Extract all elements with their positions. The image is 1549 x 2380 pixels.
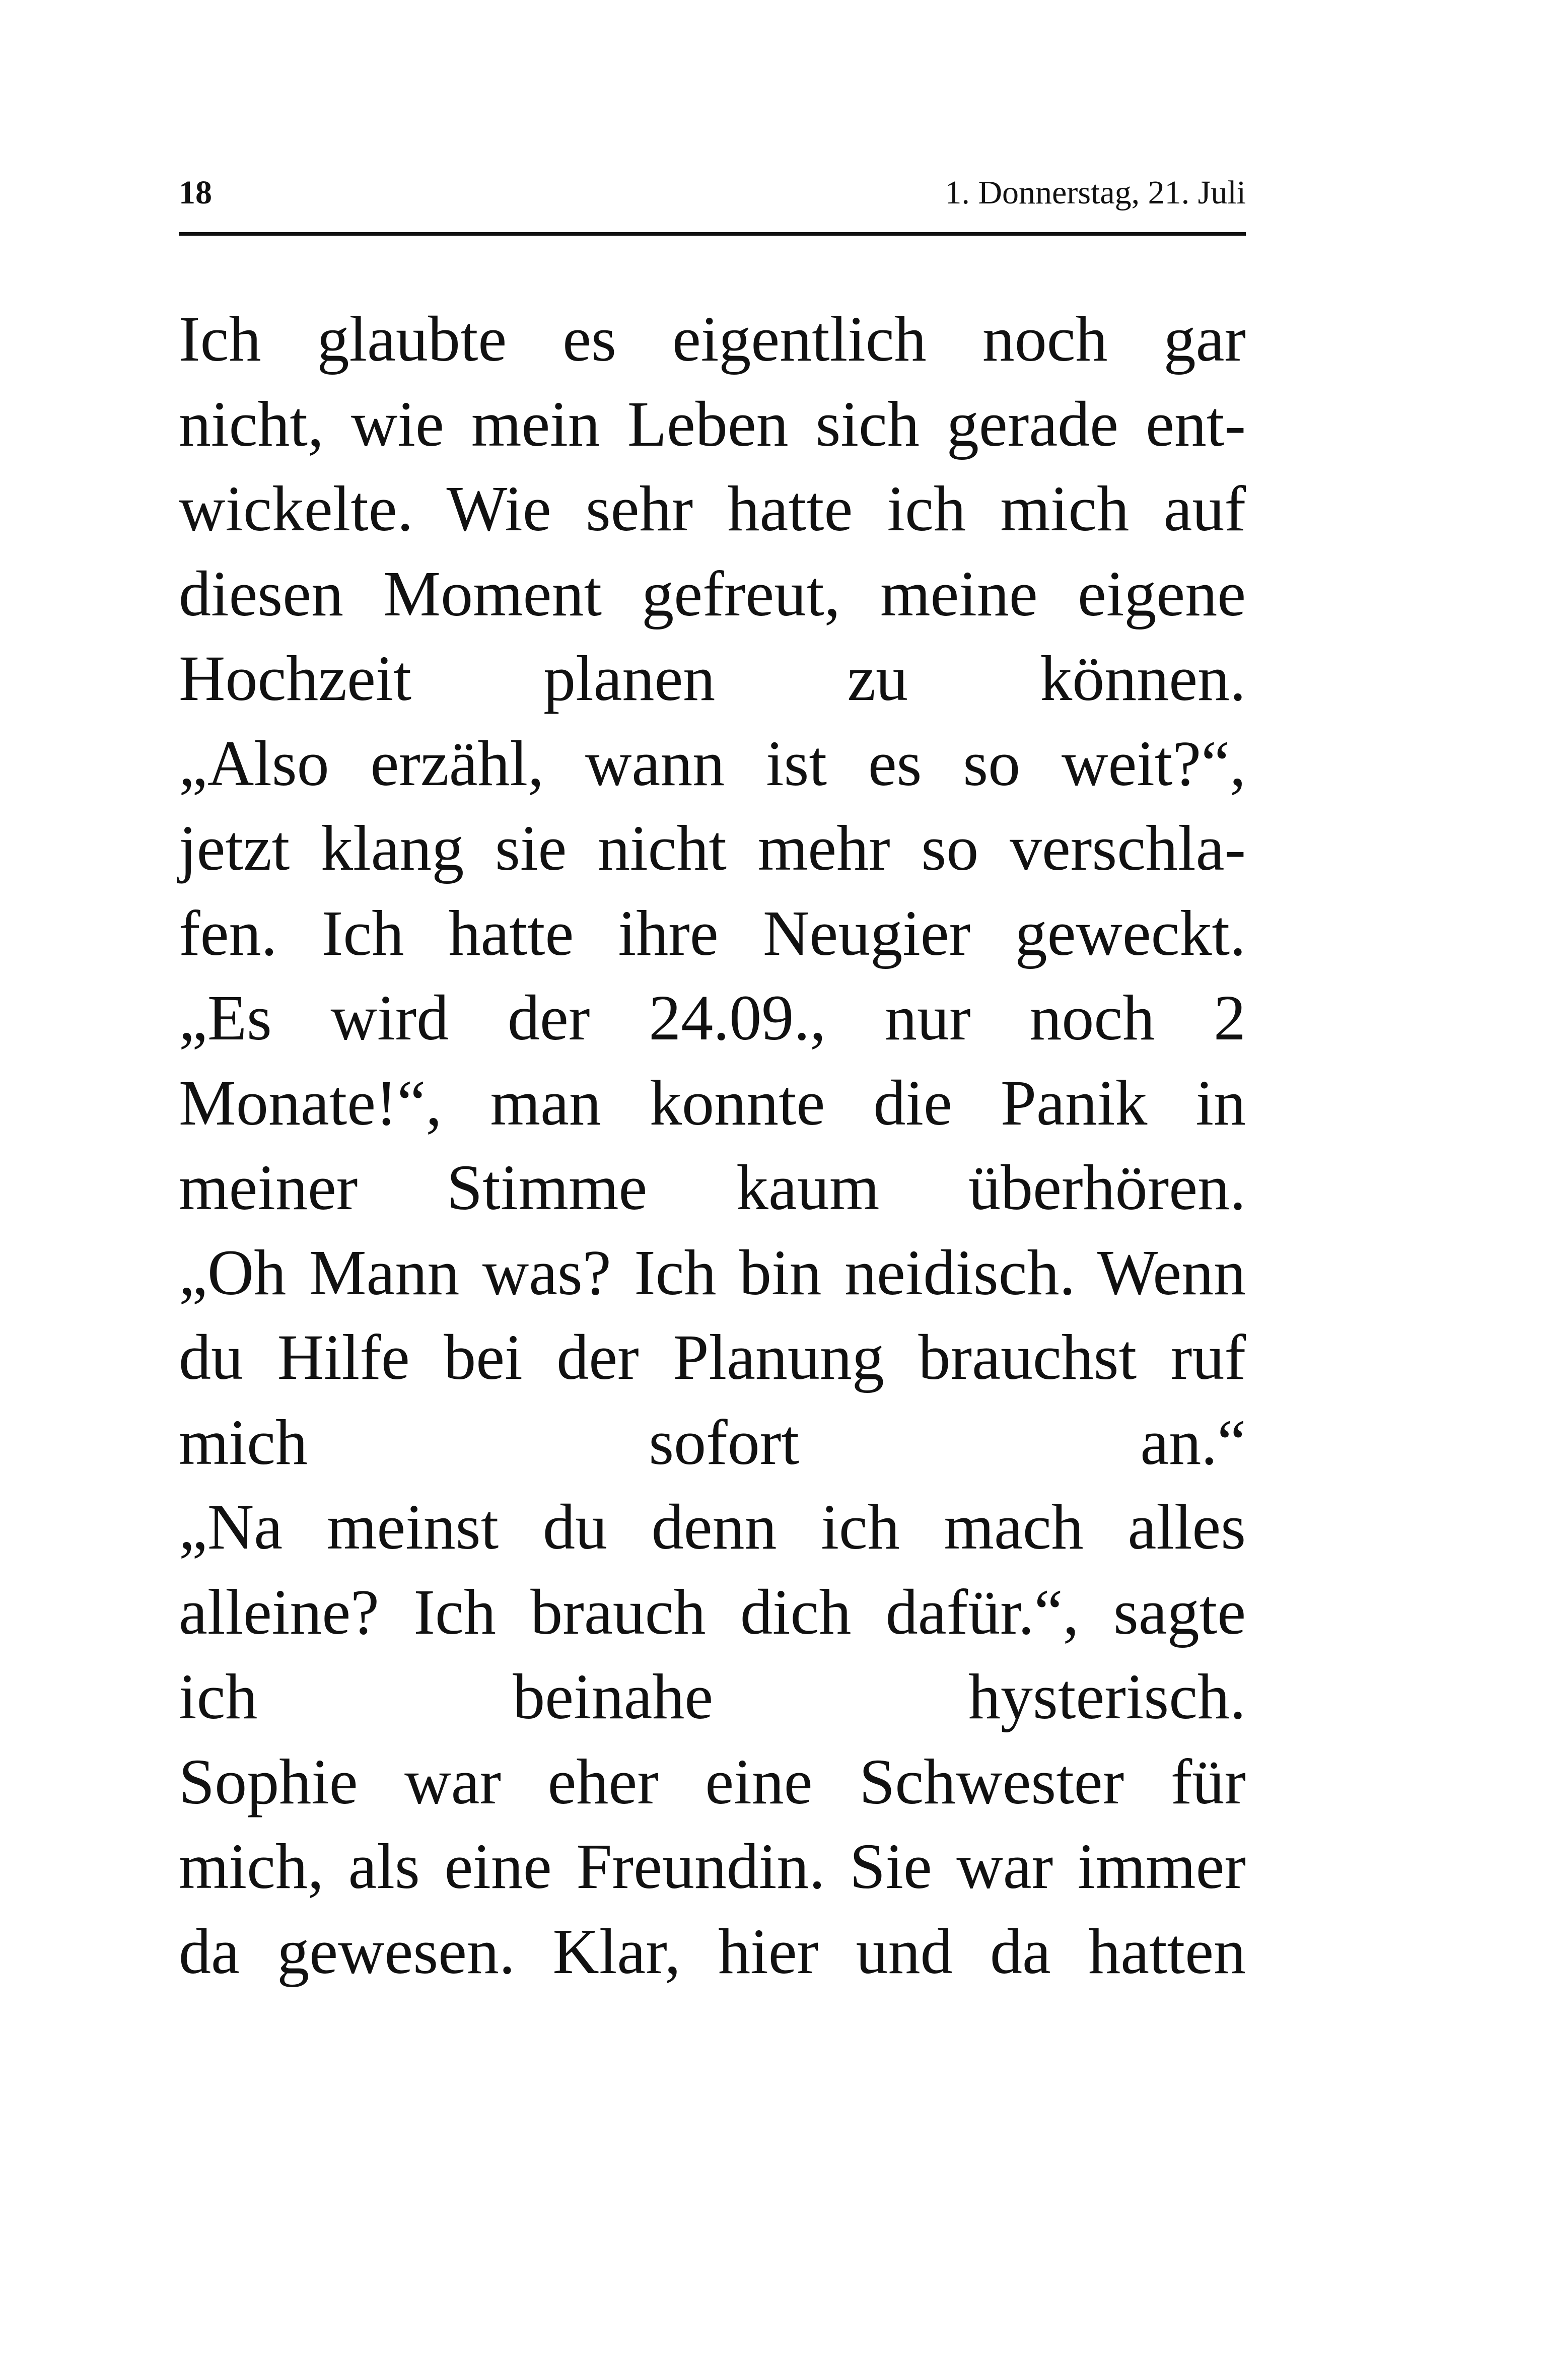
text-line: diesen Moment gefreut, meine eigene bbox=[179, 557, 1246, 629]
text-line: du Hilfe bei der Planung brauchst ruf bbox=[179, 1321, 1246, 1393]
header-rule bbox=[179, 232, 1246, 236]
text-line: Ich glaubte es eigentlich noch gar bbox=[179, 303, 1246, 375]
text-line: wickelte. Wie sehr hatte ich mich auf bbox=[179, 473, 1246, 544]
chapter-title: 1. Donnerstag, 21. Juli bbox=[945, 174, 1246, 211]
text-line: jetzt klang sie nicht mehr so verschla- bbox=[179, 812, 1246, 884]
page-number: 18 bbox=[179, 174, 212, 211]
text-line: fen. Ich hatte ihre Neugier geweckt. bbox=[179, 897, 1246, 969]
body-text bbox=[179, 297, 1246, 1994]
text-line: „Es wird der 24.09., nur noch 2 bbox=[179, 982, 1246, 1054]
text-line: Hochzeit planen zu können. bbox=[179, 643, 1246, 714]
text-line: „Oh Mann was? Ich bin neidisch. Wenn bbox=[179, 1236, 1246, 1308]
text-line: mich, als eine Freundin. Sie war immer bbox=[179, 1831, 1246, 1902]
text-line: Sophie war eher eine Schwester für bbox=[179, 1745, 1246, 1817]
text-line: nicht, wie mein Leben sich gerade ent- bbox=[179, 388, 1246, 460]
text-line: ich beinahe hysterisch. bbox=[179, 1661, 1246, 1732]
text-line: Monate!“, man konnte die Panik in bbox=[179, 1067, 1246, 1139]
text-line: „Na meinst du denn ich mach alles bbox=[179, 1491, 1246, 1563]
text-line: meiner Stimme kaum überhören. bbox=[179, 1152, 1246, 1223]
text-line: mich sofort an.“ bbox=[179, 1406, 1246, 1478]
text-line: alleine? Ich brauch dich dafür.“, sagte bbox=[179, 1576, 1246, 1648]
text-line: da gewesen. Klar, hier und da hatten bbox=[179, 1915, 1246, 1987]
running-head bbox=[179, 175, 1246, 211]
text-line: „Also erzähl, wann ist es so weit?“, bbox=[179, 727, 1246, 799]
